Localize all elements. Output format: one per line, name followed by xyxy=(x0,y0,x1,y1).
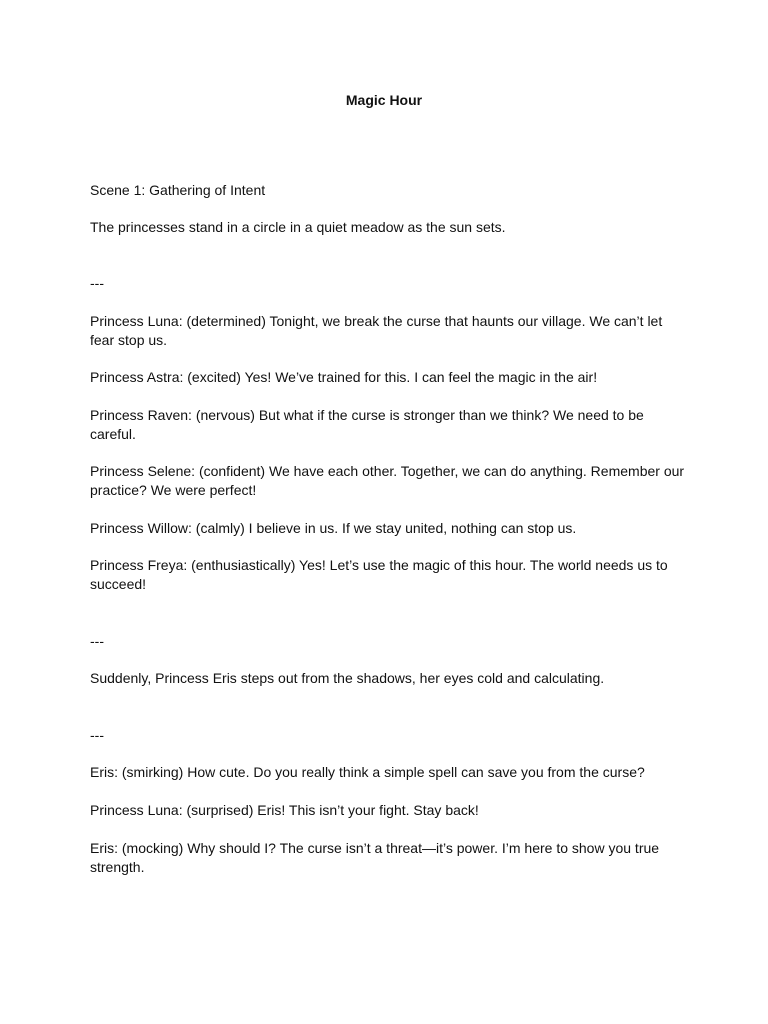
dialogue-line: Princess Selene: (confident) We have each other. Together, we can do anything. Remember our practice? We were perfect! xyxy=(90,463,685,498)
section-divider: --- xyxy=(90,727,104,743)
document-title: Magic Hour xyxy=(345,92,423,108)
stage-direction: The princesses stand in a circle in a quiet meadow as the sun sets. xyxy=(90,219,506,235)
dialogue-line: Princess Raven: (nervous) But what if the curse is stronger than we think? We need to be careful. xyxy=(90,407,644,442)
dialogue-line: Princess Willow: (calmly) I believe in us. If we stay united, nothing can stop us. xyxy=(90,520,577,536)
dialogue-line: Princess Luna: (determined) Tonight, we break the curse that haunts our village. We can’t let fear stop us. xyxy=(90,313,663,348)
dialogue-line: Princess Freya: (enthusiastically) Yes! Let’s use the magic of this hour. The world needs us to succeed! xyxy=(90,557,668,592)
stage-direction: Suddenly, Princess Eris steps out from the shadows, her eyes cold and calculating. xyxy=(90,670,605,686)
dialogue-line: Princess Luna: (surprised) Eris! This isn’t your fight. Stay back! xyxy=(90,802,479,818)
dialogue-line: Eris: (mocking) Why should I? The curse isn’t a threat—it’s power. I’m here to show you true strength. xyxy=(90,840,660,875)
scene-heading: Scene 1: Gathering of Intent xyxy=(90,182,266,198)
section-divider: --- xyxy=(90,275,104,291)
dialogue-line: Eris: (smirking) How cute. Do you really think a simple spell can save you from the curse? xyxy=(90,764,645,780)
section-divider: --- xyxy=(90,633,104,649)
dialogue-line: Princess Astra: (excited) Yes! We’ve trained for this. I can feel the magic in the air! xyxy=(90,369,598,385)
